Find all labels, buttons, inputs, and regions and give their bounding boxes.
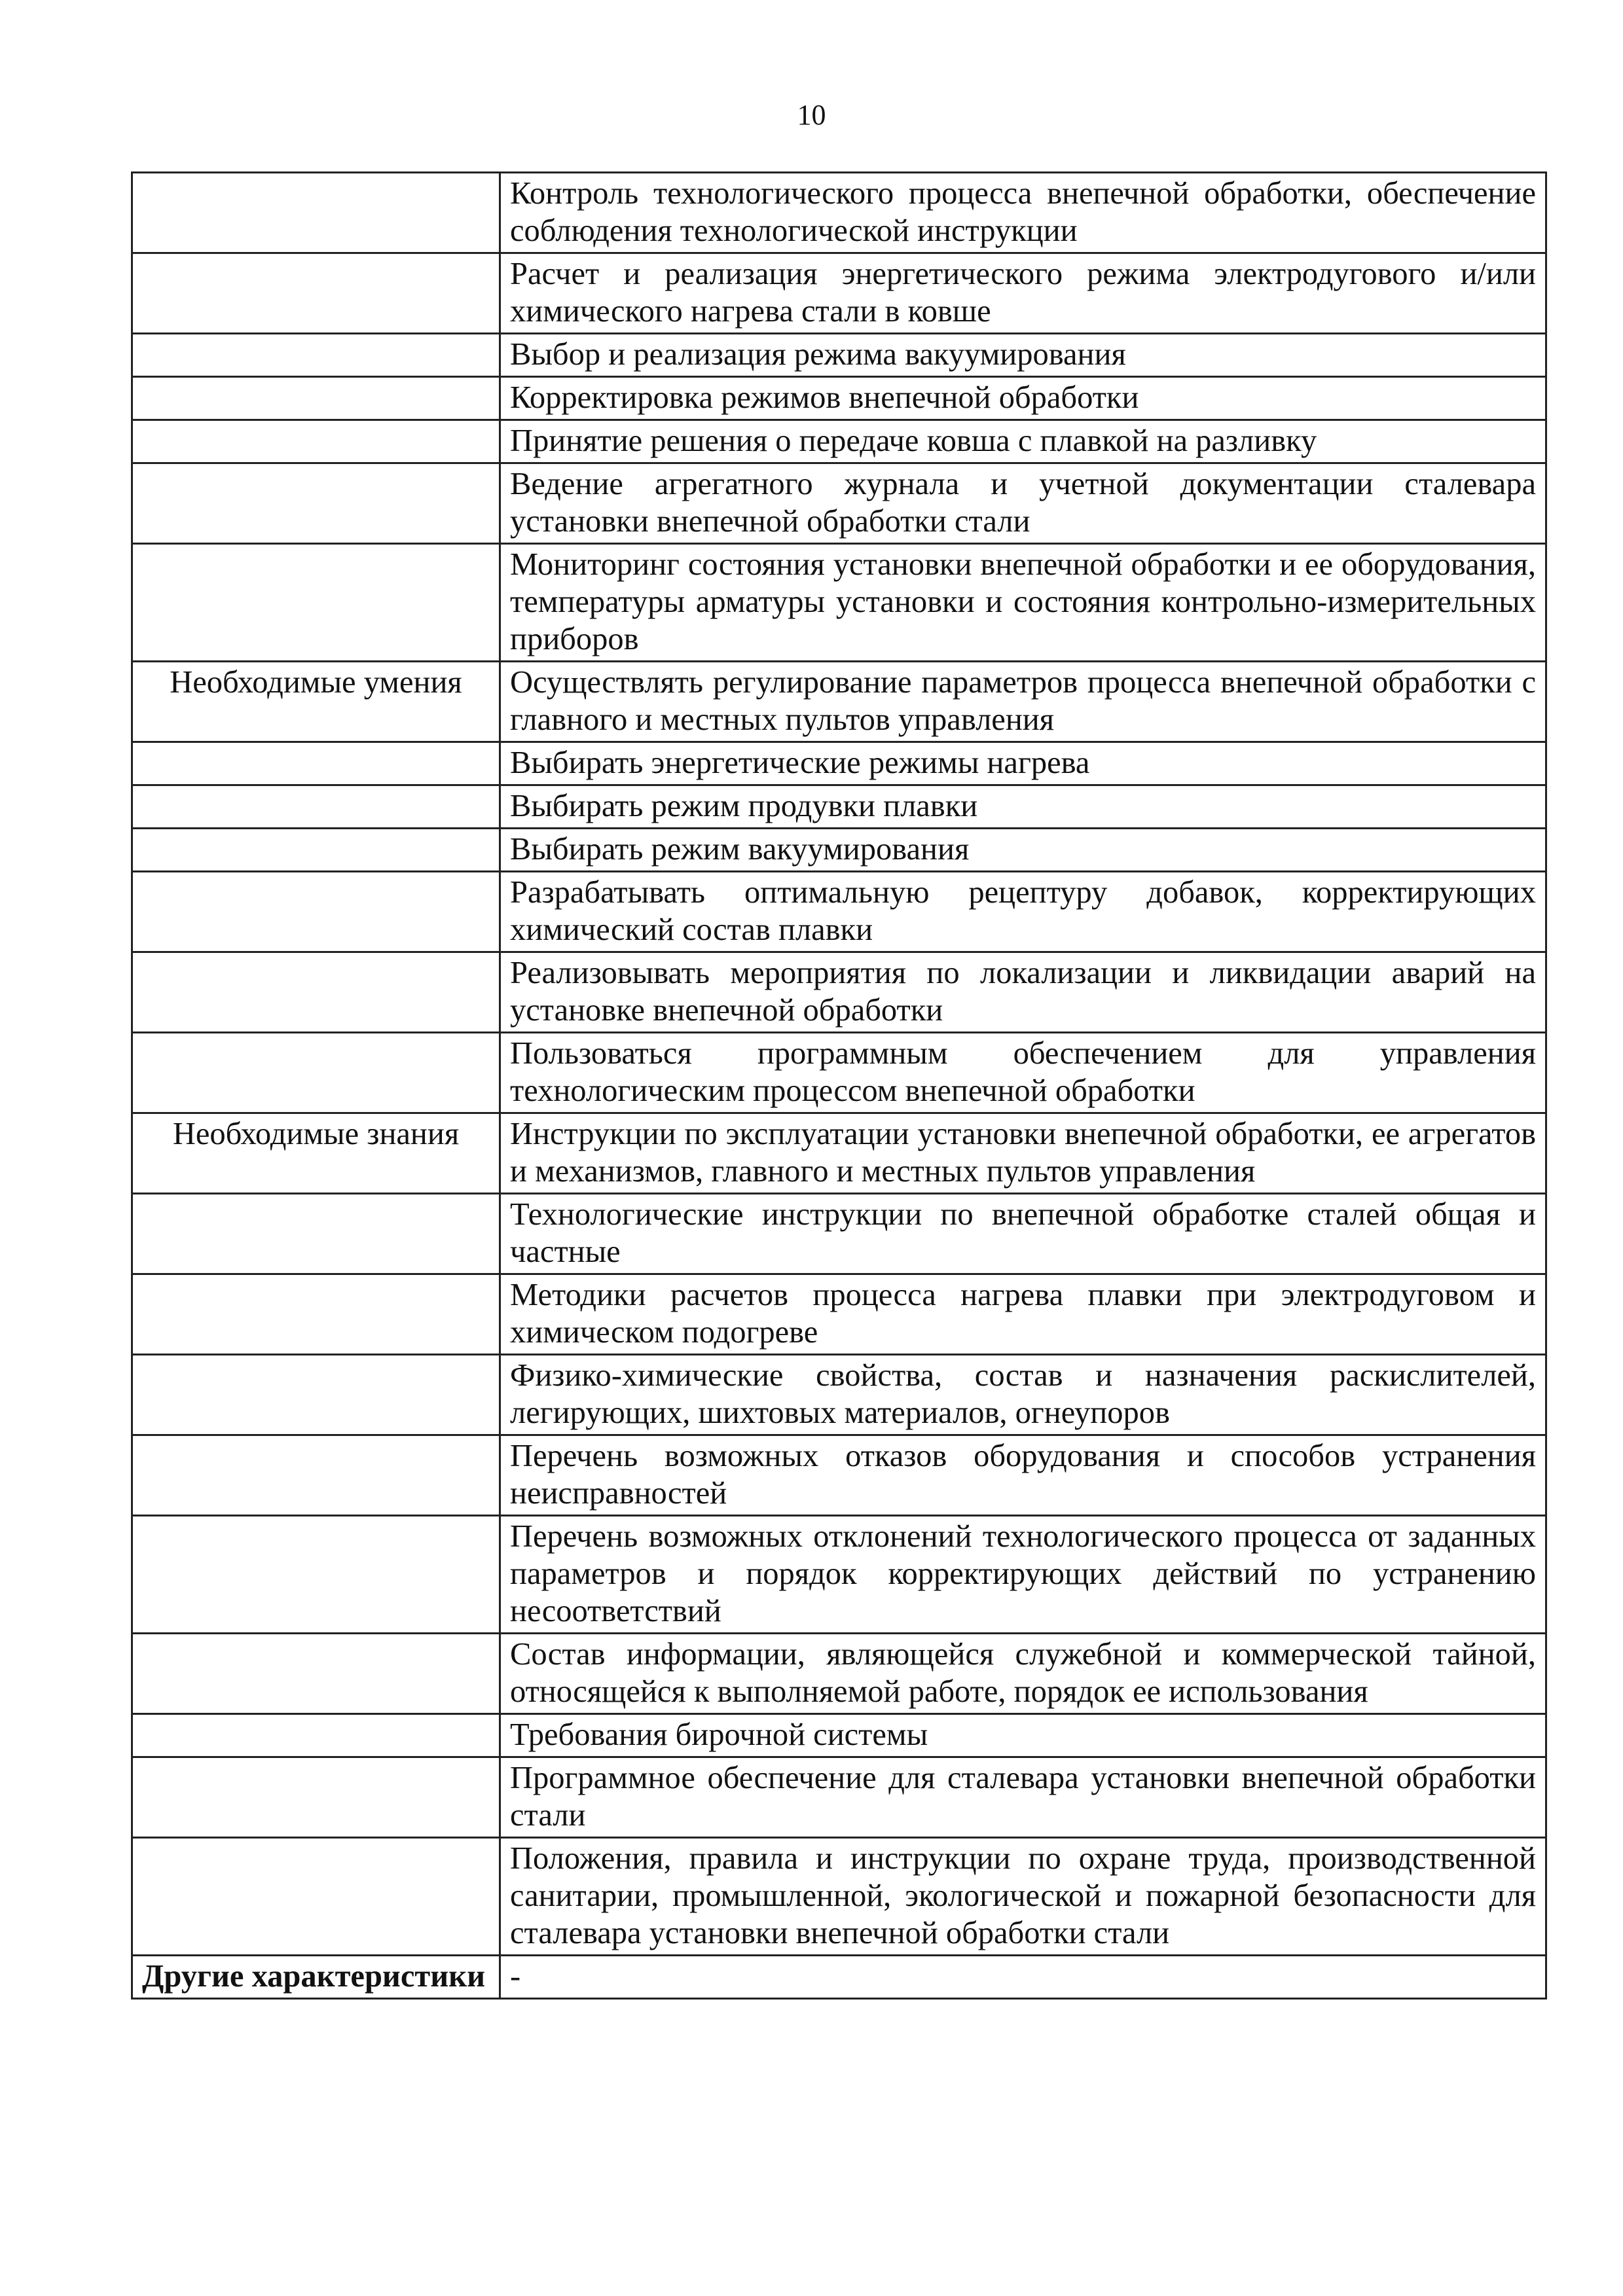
requirement-item: Выбор и реализация режима вакуумирования [500, 334, 1546, 377]
requirement-item: Выбирать режим продувки плавки [500, 785, 1546, 829]
requirement-item: Положения, правила и инструкции по охране труда, производственной санитарии, промышленной, экологической и пожарной безопасности для сталевара установки внепечной обработки стали [500, 1838, 1546, 1956]
requirement-item: - [500, 1956, 1546, 1999]
requirement-item: Инструкции по эксплуатации установки внепечной обработки, ее агрегатов и механизмов, главного и местных пультов управления [500, 1113, 1546, 1194]
table-row [132, 952, 1546, 1033]
table-row [132, 1838, 1546, 1956]
table-row [132, 785, 1546, 829]
requirement-item: Осуществлять регулирование параметров процесса внепечной обработки с главного и местных пультов управления [500, 662, 1546, 742]
section-label-continuation [132, 952, 500, 1033]
requirement-item: Контроль технологического процесса внепечной обработки, обеспечение соблюдения технологической инструкции [500, 173, 1546, 253]
requirement-item: Перечень возможных отказов оборудования и способов устранения неисправностей [500, 1435, 1546, 1516]
section-label-continuation [132, 1274, 500, 1355]
section-label [132, 173, 500, 253]
section-label: Необходимые знания [132, 1113, 500, 1194]
table-row [132, 1113, 1546, 1194]
requirement-item: Корректировка режимов внепечной обработки [500, 377, 1546, 420]
requirement-item: Выбирать режим вакуумирования [500, 829, 1546, 872]
section-label-continuation [132, 463, 500, 544]
section-label-continuation [132, 742, 500, 785]
requirement-item: Состав информации, являющейся служебной и коммерческой тайной, относящейся к выполняемой работе, порядок ее использования [500, 1634, 1546, 1714]
section-label-continuation [132, 1516, 500, 1634]
table-row [132, 1355, 1546, 1435]
table-row [132, 463, 1546, 544]
requirement-item: Физико-химические свойства, состав и назначения раскислителей, легирующих, шихтовых материалов, огнеупоров [500, 1355, 1546, 1435]
requirement-item: Принятие решения о передаче ковша с плавкой на разливку [500, 420, 1546, 463]
section-label-continuation [132, 334, 500, 377]
section-label: Необходимые умения [132, 662, 500, 742]
table-row [132, 173, 1546, 253]
section-label-continuation [132, 1355, 500, 1435]
requirement-item: Программное обеспечение для сталевара установки внепечной обработки стали [500, 1757, 1546, 1838]
page-number: 10 [797, 99, 826, 131]
table-row [132, 1956, 1546, 1999]
section-label-continuation [132, 420, 500, 463]
requirement-item: Методики расчетов процесса нагрева плавки при электродуговом и химическом подогреве [500, 1274, 1546, 1355]
table-row [132, 253, 1546, 334]
section-label-continuation [132, 544, 500, 662]
requirement-item: Требования бирочной системы [500, 1714, 1546, 1757]
requirement-item: Перечень возможных отклонений технологического процесса от заданных параметров и порядок корректирующих действий по устранению несоответствий [500, 1516, 1546, 1634]
section-label-continuation [132, 1838, 500, 1956]
table-row [132, 1634, 1546, 1714]
requirement-item: Ведение агрегатного журнала и учетной документации сталевара установки внепечной обработки стали [500, 463, 1546, 544]
table-row [132, 1194, 1546, 1274]
requirement-item: Технологические инструкции по внепечной обработке сталей общая и частные [500, 1194, 1546, 1274]
section-label-continuation [132, 253, 500, 334]
table-row [132, 1435, 1546, 1516]
requirement-item: Мониторинг состояния установки внепечной обработки и ее оборудования, температуры арматуры установки и состояния контрольно-измерительных приборов [500, 544, 1546, 662]
section-label-continuation [132, 872, 500, 952]
section-label-continuation [132, 377, 500, 420]
section-label-continuation [132, 785, 500, 829]
table-row [132, 872, 1546, 952]
table-row [132, 544, 1546, 662]
requirement-item: Реализовывать мероприятия по локализации и ликвидации аварий на установке внепечной обработки [500, 952, 1546, 1033]
section-label-continuation [132, 1033, 500, 1113]
table-row [132, 1033, 1546, 1113]
table-row [132, 829, 1546, 872]
table-row [132, 377, 1546, 420]
section-label-continuation [132, 1634, 500, 1714]
section-label-continuation [132, 829, 500, 872]
section-label-continuation [132, 1757, 500, 1838]
table-row [132, 334, 1546, 377]
requirement-item: Пользоваться программным обеспечением для управления технологическим процессом внепечной обработки [500, 1033, 1546, 1113]
table-row [132, 662, 1546, 742]
table-row [132, 1274, 1546, 1355]
requirement-item: Выбирать энергетические режимы нагрева [500, 742, 1546, 785]
table-row [132, 1757, 1546, 1838]
table-row [132, 420, 1546, 463]
requirements-table [131, 171, 1547, 2000]
section-label-continuation [132, 1194, 500, 1274]
section-label: Другие характеристики [132, 1956, 500, 1999]
table-row [132, 1714, 1546, 1757]
table-row [132, 742, 1546, 785]
section-label-continuation [132, 1714, 500, 1757]
requirement-item: Расчет и реализация энергетического режима электродугового и/или химического нагрева стали в ковше [500, 253, 1546, 334]
table-row [132, 1516, 1546, 1634]
requirement-item: Разрабатывать оптимальную рецептуру добавок, корректирующих химический состав плавки [500, 872, 1546, 952]
section-label-continuation [132, 1435, 500, 1516]
